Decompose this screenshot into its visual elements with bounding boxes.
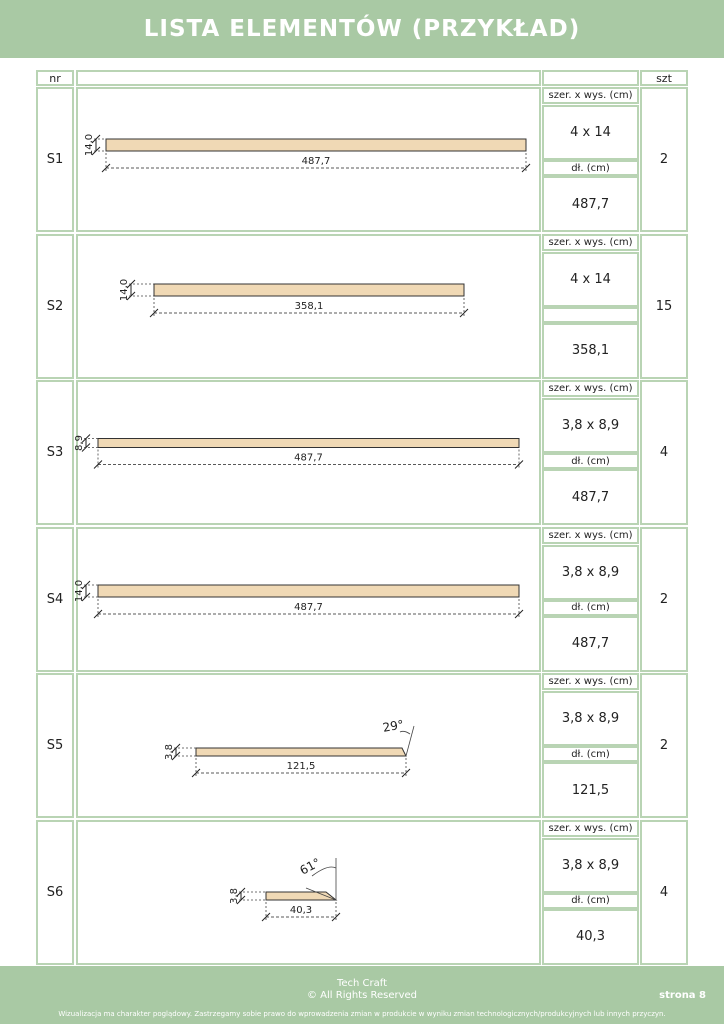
- nr-header: nr: [49, 71, 61, 85]
- szt-header: szt: [656, 71, 672, 85]
- row-id: S3: [46, 445, 64, 460]
- height-dim-label: 8,9: [74, 435, 85, 451]
- quantity: 4: [659, 884, 669, 900]
- board-drawing: [76, 234, 541, 378]
- size-label: szer. x wys. (cm): [548, 383, 633, 394]
- length-value: 40,3: [576, 929, 605, 944]
- size-value: 3,8 x 8,9: [561, 564, 620, 580]
- length-value: 487,7: [571, 196, 610, 212]
- length-dim-label: 487,7: [294, 601, 323, 613]
- length-dim-label: 487,7: [301, 156, 331, 167]
- length-value: 487,7: [571, 636, 610, 651]
- page-header: [0, 0, 724, 58]
- row-id: S2: [46, 298, 64, 314]
- size-label: szer. x wys. (cm): [548, 236, 633, 248]
- row-id: S1: [46, 152, 64, 167]
- board-drawing: [76, 87, 541, 231]
- brand-name: Tech Craft: [336, 978, 388, 989]
- size-value: 3,8 x 8,9: [561, 711, 620, 726]
- size-label: szer. x wys. (cm): [548, 676, 633, 687]
- height-dim-label: 14,0: [84, 133, 95, 157]
- size-value: 3,8 x 8,9: [561, 418, 620, 433]
- disclaimer: Wizualizacja ma charakter poglądowy. Zastrzegamy sobie prawo do wprowadzenia zmian w produkcie w wyniku zmian technologicznych/produkcyjnych lub innych przyczyn.: [58, 1010, 666, 1018]
- length-dim-label: 121,5: [286, 761, 316, 772]
- board-drawing: [76, 527, 541, 671]
- board-shape: [106, 139, 526, 151]
- size-label: szer. x wys. (cm): [548, 529, 633, 541]
- length-label: dł. (cm): [571, 455, 610, 467]
- size-label: szer. x wys. (cm): [548, 90, 633, 101]
- height-dim-label: 14,0: [119, 278, 130, 301]
- quantity: 2: [659, 591, 669, 607]
- board-drawing: [76, 380, 541, 524]
- board-shape: [98, 585, 519, 597]
- header-cell-dims: [542, 70, 639, 86]
- angle-label: 29°: [381, 717, 405, 735]
- size-value: 3,8 x 8,9: [561, 857, 620, 873]
- copyright: © All Rights Reserved: [306, 990, 418, 1001]
- length-value: 487,7: [571, 489, 610, 505]
- quantity: 15: [655, 298, 673, 314]
- length-dim-label: 40,3: [289, 904, 313, 916]
- length-label: dł. (cm): [571, 748, 610, 760]
- board-drawing: [76, 673, 541, 817]
- quantity: 2: [659, 152, 669, 167]
- angle-label: 61°: [297, 854, 323, 878]
- page-title: LISTA ELEMENTÓW (PRZYKŁAD): [143, 16, 581, 42]
- length-value: 121,5: [571, 782, 610, 798]
- length-label: dł. (cm): [571, 602, 610, 613]
- page-number: strona 8: [659, 990, 706, 1001]
- size-value: 4 x 14: [570, 271, 611, 287]
- length-label: dł. (cm): [571, 895, 610, 906]
- height-dim-label: 3,8: [229, 887, 240, 904]
- length-label: dł. (cm): [571, 162, 610, 174]
- height-dim-label: 14,0: [74, 579, 85, 602]
- board-drawing: [76, 820, 541, 964]
- size-value: 4 x 14: [570, 125, 611, 140]
- angle-guide: [406, 726, 414, 756]
- board-shape: [196, 748, 406, 756]
- row-id: S6: [46, 884, 64, 900]
- size-label: szer. x wys. (cm): [548, 822, 633, 834]
- header-cell-drawing: [76, 70, 541, 86]
- height-dim-label: 3,8: [164, 744, 175, 760]
- quantity: 2: [659, 738, 669, 753]
- length-dim-label: 487,7: [294, 452, 323, 464]
- angle-arc: [400, 731, 410, 734]
- board-shape: [154, 284, 464, 296]
- length-dim-label: 358,1: [294, 300, 324, 312]
- length-value: 358,1: [571, 343, 610, 358]
- row-id: S5: [46, 738, 64, 753]
- page-footer: [0, 966, 724, 1024]
- length-label: [542, 307, 639, 323]
- quantity: 4: [659, 445, 669, 460]
- footer-brand-block: [0, 978, 724, 1002]
- board-shape: [98, 439, 519, 448]
- row-id: S4: [46, 591, 64, 607]
